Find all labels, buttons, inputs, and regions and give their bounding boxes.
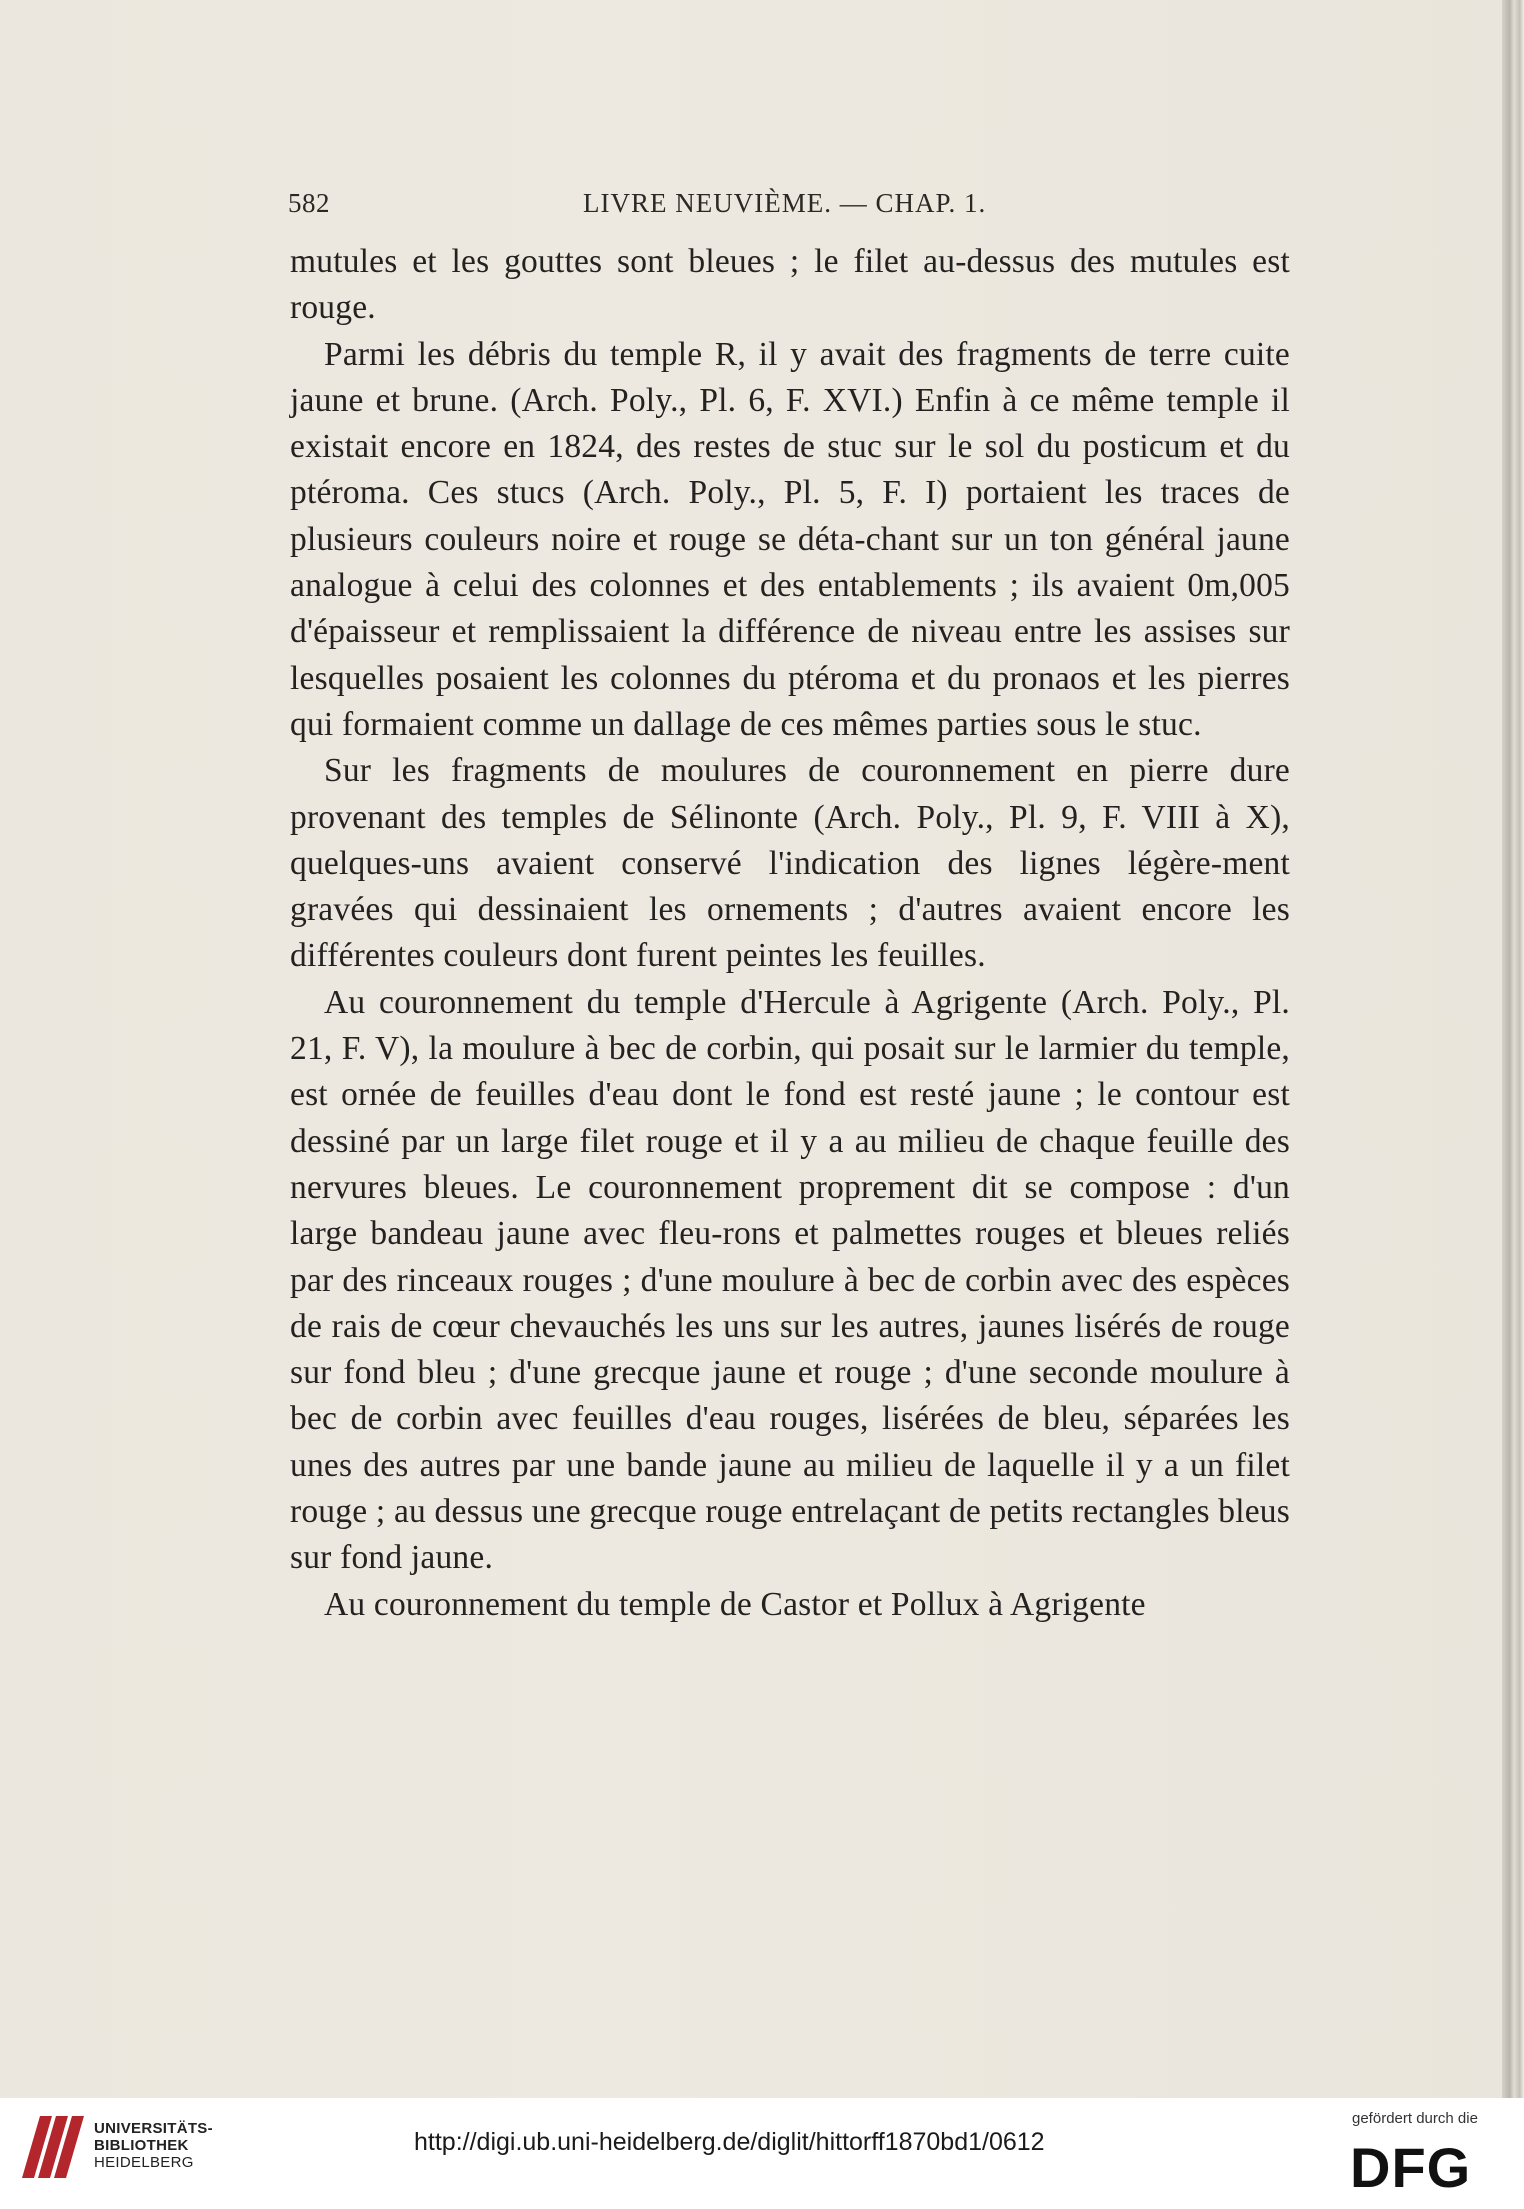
university-library-logo-icon [22,2116,84,2178]
running-head [288,188,1296,228]
paragraph: Parmi les débris du temple R, il y avait des fragments de terre cuite jaune et brune. (Arch. Poly., Pl. 6, F. XVI.) Enfin à ce même temple il existait encore en 1824, des restes de stuc sur le sol du posticum et du ptéroma. Ces stucs (Arch. Poly., Pl. 5, F. I) portaient les traces de plusieurs couleurs noire et rouge se déta-chant sur un ton général jaune analogue à celui des colonnes et des entablements ; ils avaient 0m,005 d'épaisseur et remplissaient la différence de niveau entre les assises sur lesquelles posaient les colonnes du ptéroma et du pronaos et les pierres qui formaient comme un dallage de ces mêmes parties sous le stuc. [290,335,1290,743]
library-name-line: BIBLIOTHEK [94,2137,189,2154]
paragraph: mutules et les gouttes sont bleues ; le filet au-dessus des mutules est rouge. [290,243,1290,327]
funded-by-label: gefördert durch die [1352,2110,1478,2127]
library-name [94,2120,213,2171]
page-edge [1502,0,1524,2098]
footer-bar [0,2098,1524,2209]
chapter-header: LIVRE NEUVIÈME. — CHAP. 1. [583,188,987,218]
page-number: 582 [288,188,330,218]
dfg-logo: DFG [1350,2136,1472,2199]
body-text [290,239,1290,1628]
library-name-line: UNIVERSITÄTS- [94,2120,213,2137]
library-name-line: HEIDELBERG [94,2154,194,2171]
paragraph: Sur les fragments de moulures de couronnement en pierre dure provenant des temples de Sélinonte (Arch. Poly., Pl. 9, F. VIII à X), quelques-uns avaient conservé l'indication des lignes légère-ment gravées qui dessinaient les ornements ; d'autres avaient encore les différentes couleurs dont furent peintes les feuilles. [290,752,1290,975]
paragraph: Au couronnement du temple de Castor et Pollux à Agrigente [324,1585,1146,1623]
paragraph: Au couronnement du temple d'Hercule à Agrigente (Arch. Poly., Pl. 21, F. V), la moulure à bec de corbin, qui posait sur le larmier du temple, est ornée de feuilles d'eau dont le fond est resté jaune ; le contour est dessiné par un large filet rouge et il y a au milieu de chaque feuille des nervures bleues. Le couronnement proprement dit se compose : d'un large bandeau jaune avec fleu-rons et palmettes rouges et bleues reliés par des rinceaux rouges ; d'une moulure à bec de corbin avec des espèces de rais de cœur chevauchés les uns sur les autres, jaunes lisérés de rouge sur fond bleu ; d'une grecque jaune et rouge ; d'une seconde moulure à bec de corbin avec feuilles d'eau rouges, lisérées de bleu, séparées les unes des autres par une bande jaune au milieu de laquelle il y a un filet rouge ; au dessus une grecque rouge entrelaçant de petits rectangles bleus sur fond jaune. [290,983,1290,1577]
permalink-url[interactable]: http://digi.ub.uni-heidelberg.de/diglit/hittorff1870bd1/0612 [414,2128,1045,2156]
